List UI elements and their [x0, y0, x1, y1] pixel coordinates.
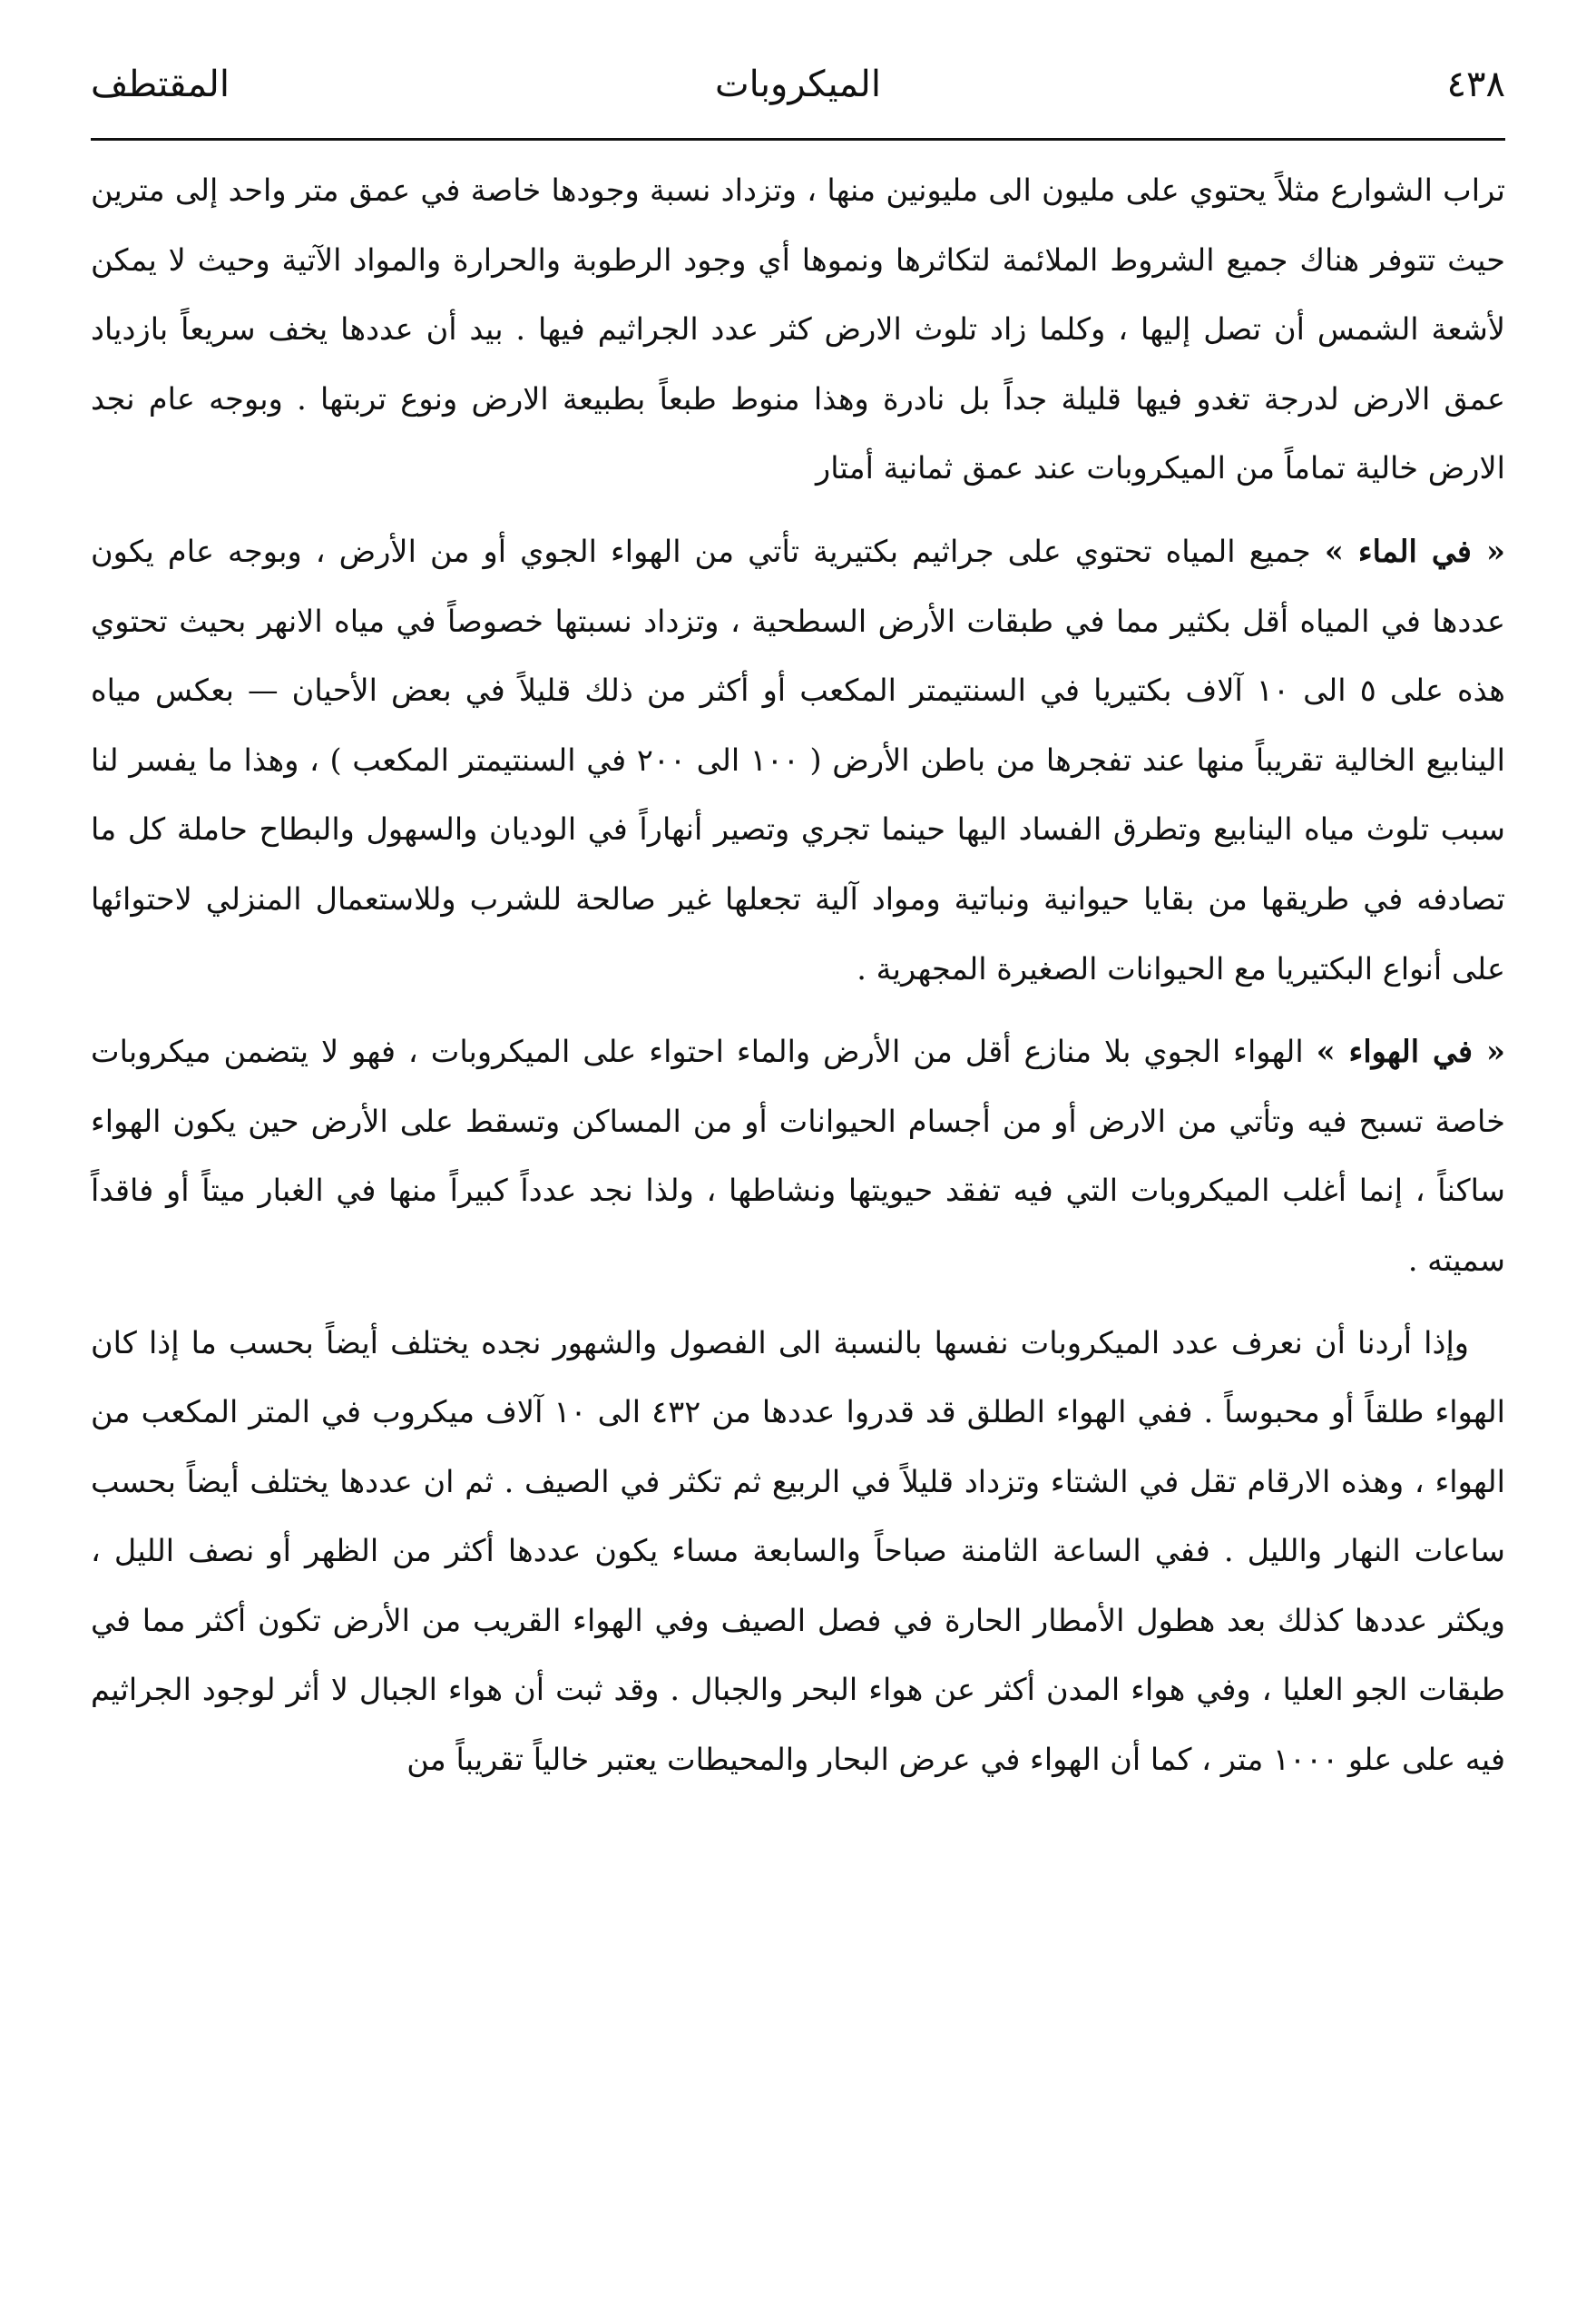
paragraph-water: [91, 516, 1505, 1004]
paragraph-text: وإذا أردنا أن نعرف عدد الميكروبات نفسها بالنسبة الى الفصول والشهور نجده يختلف أيضاً بحسب ما إذا كان الهواء طلقاً أو محبوساً . ففي الهواء الطلق قد قدروا عددها من ٤٣٢ الى ١٠ آلاف ميكروب في المتر المكعب من الهواء ، وهذه الارقام تقل في الشتاء وتزداد قليلاً في الربيع ثم تكثر في الصيف . ثم ان عددها يختلف أيضاً بحسب ساعات النهار والليل . ففي الساعة الثامنة صباحاً والسابعة مساء يكون عددها أكثر من الظهر أو نصف الليل ، ويكثر عددها كذلك بعد هطول الأمطار الحارة في فصل الصيف وفي الهواء القريب من الأرض تكون أكثر مما في طبقات الجو العليا ، وفي هواء المدن أكثر عن هواء البحر والجبال . وقد ثبت أن هواء الجبال لا أثر لوجود الجراثيم فيه على علو ١٠٠٠ متر ، كما أن الهواء في عرض البحار والمحيطات يعتبر خالياً تقريباً من: [91, 1324, 1506, 1778]
running-title: الميكروبات: [715, 64, 881, 105]
section-heading-water: « في الماء »: [1324, 532, 1506, 569]
page-header: [91, 64, 1505, 127]
section-heading-air: « في الهواء »: [1316, 1033, 1505, 1070]
page-number: ٤٣٨: [1446, 64, 1505, 105]
paragraph-text: تراب الشوارع مثلاً يحتوي على مليون الى مليونين منها ، وتزداد نسبة وجودها خاصة في عمق متر واحد إلى مترين حيث تتوفر هناك جميع الشروط الملائمة لتكاثرها ونموها أي وجود الرطوبة والحرارة والمواد الآتية وحيث لا يمكن لأشعة الشمس أن تصل إليها ، وكلما زاد تلوث الارض كثر عدد الجراثيم فيها . بيد أن عددها يخف سريعاً بازدياد عمق الارض لدرجة تغدو فيها قليلة جداً بل نادرة وهذا منوط طبعاً بطبيعة الارض ونوع تربتها . وبوجه عام نجد الارض خالية تماماً من الميكروبات عند عمق ثمانية أمتار: [91, 172, 1505, 486]
paragraph-text: الهواء الجوي بلا منازع أقل من الأرض والماء احتواء على الميكروبات ، فهو لا يتضمن ميكروبات خاصة تسبح فيه وتأتي من الارض أو من أجسام الحيوانات أو من المساكن وتسقط على الأرض حين يكون الهواء ساكناً ، إنما أغلب الميكروبات التي فيه تفقد حيويتها ونشاطها ، ولذا نجد عدداً كبيراً منها في الغبار ميتاً أو فاقداً سميته .: [91, 1034, 1505, 1278]
header-rule: [91, 138, 1505, 141]
paragraph-air-counts: [91, 1309, 1505, 1795]
journal-name: المقتطف: [91, 64, 230, 105]
paragraph-soil: [91, 156, 1505, 504]
paragraph-air: [91, 1016, 1505, 1295]
paragraph-text: جميع المياه تحتوي على جراثيم بكتيرية تأتي من الهواء الجوي أو من الأرض ، وبوجه عام يكون عددها في المياه أقل بكثير مما في طبقات الأرض السطحية ، وتزداد نسبتها خصوصاً في مياه الانهر بحيث تحتوي هذه على ٥ الى ١٠ آلاف بكتيريا في السنتيمتر المكعب أو أكثر من ذلك قليلاً في بعض الأحيان — بعكس مياه الينابيع الخالية تقريباً منها عند تفجرها من باطن الأرض ( ١٠٠ الى ٢٠٠ في السنتيمتر المكعب ) ، وهذا ما يفسر لنا سبب تلوث مياه الينابيع وتطرق الفساد اليها حينما تجري وتصير أنهاراً في الوديان والسهول والبطاح حاملة كل ما تصادفه في طريقها من بقايا حيوانية ونباتية ومواد آلية تجعلها غير صالحة للشرب وللاستعمال المنزلي لاحتوائها على أنواع البكتيريا مع الحيوانات الصغيرة المجهرية .: [91, 533, 1505, 987]
article-body: [91, 156, 1505, 1795]
